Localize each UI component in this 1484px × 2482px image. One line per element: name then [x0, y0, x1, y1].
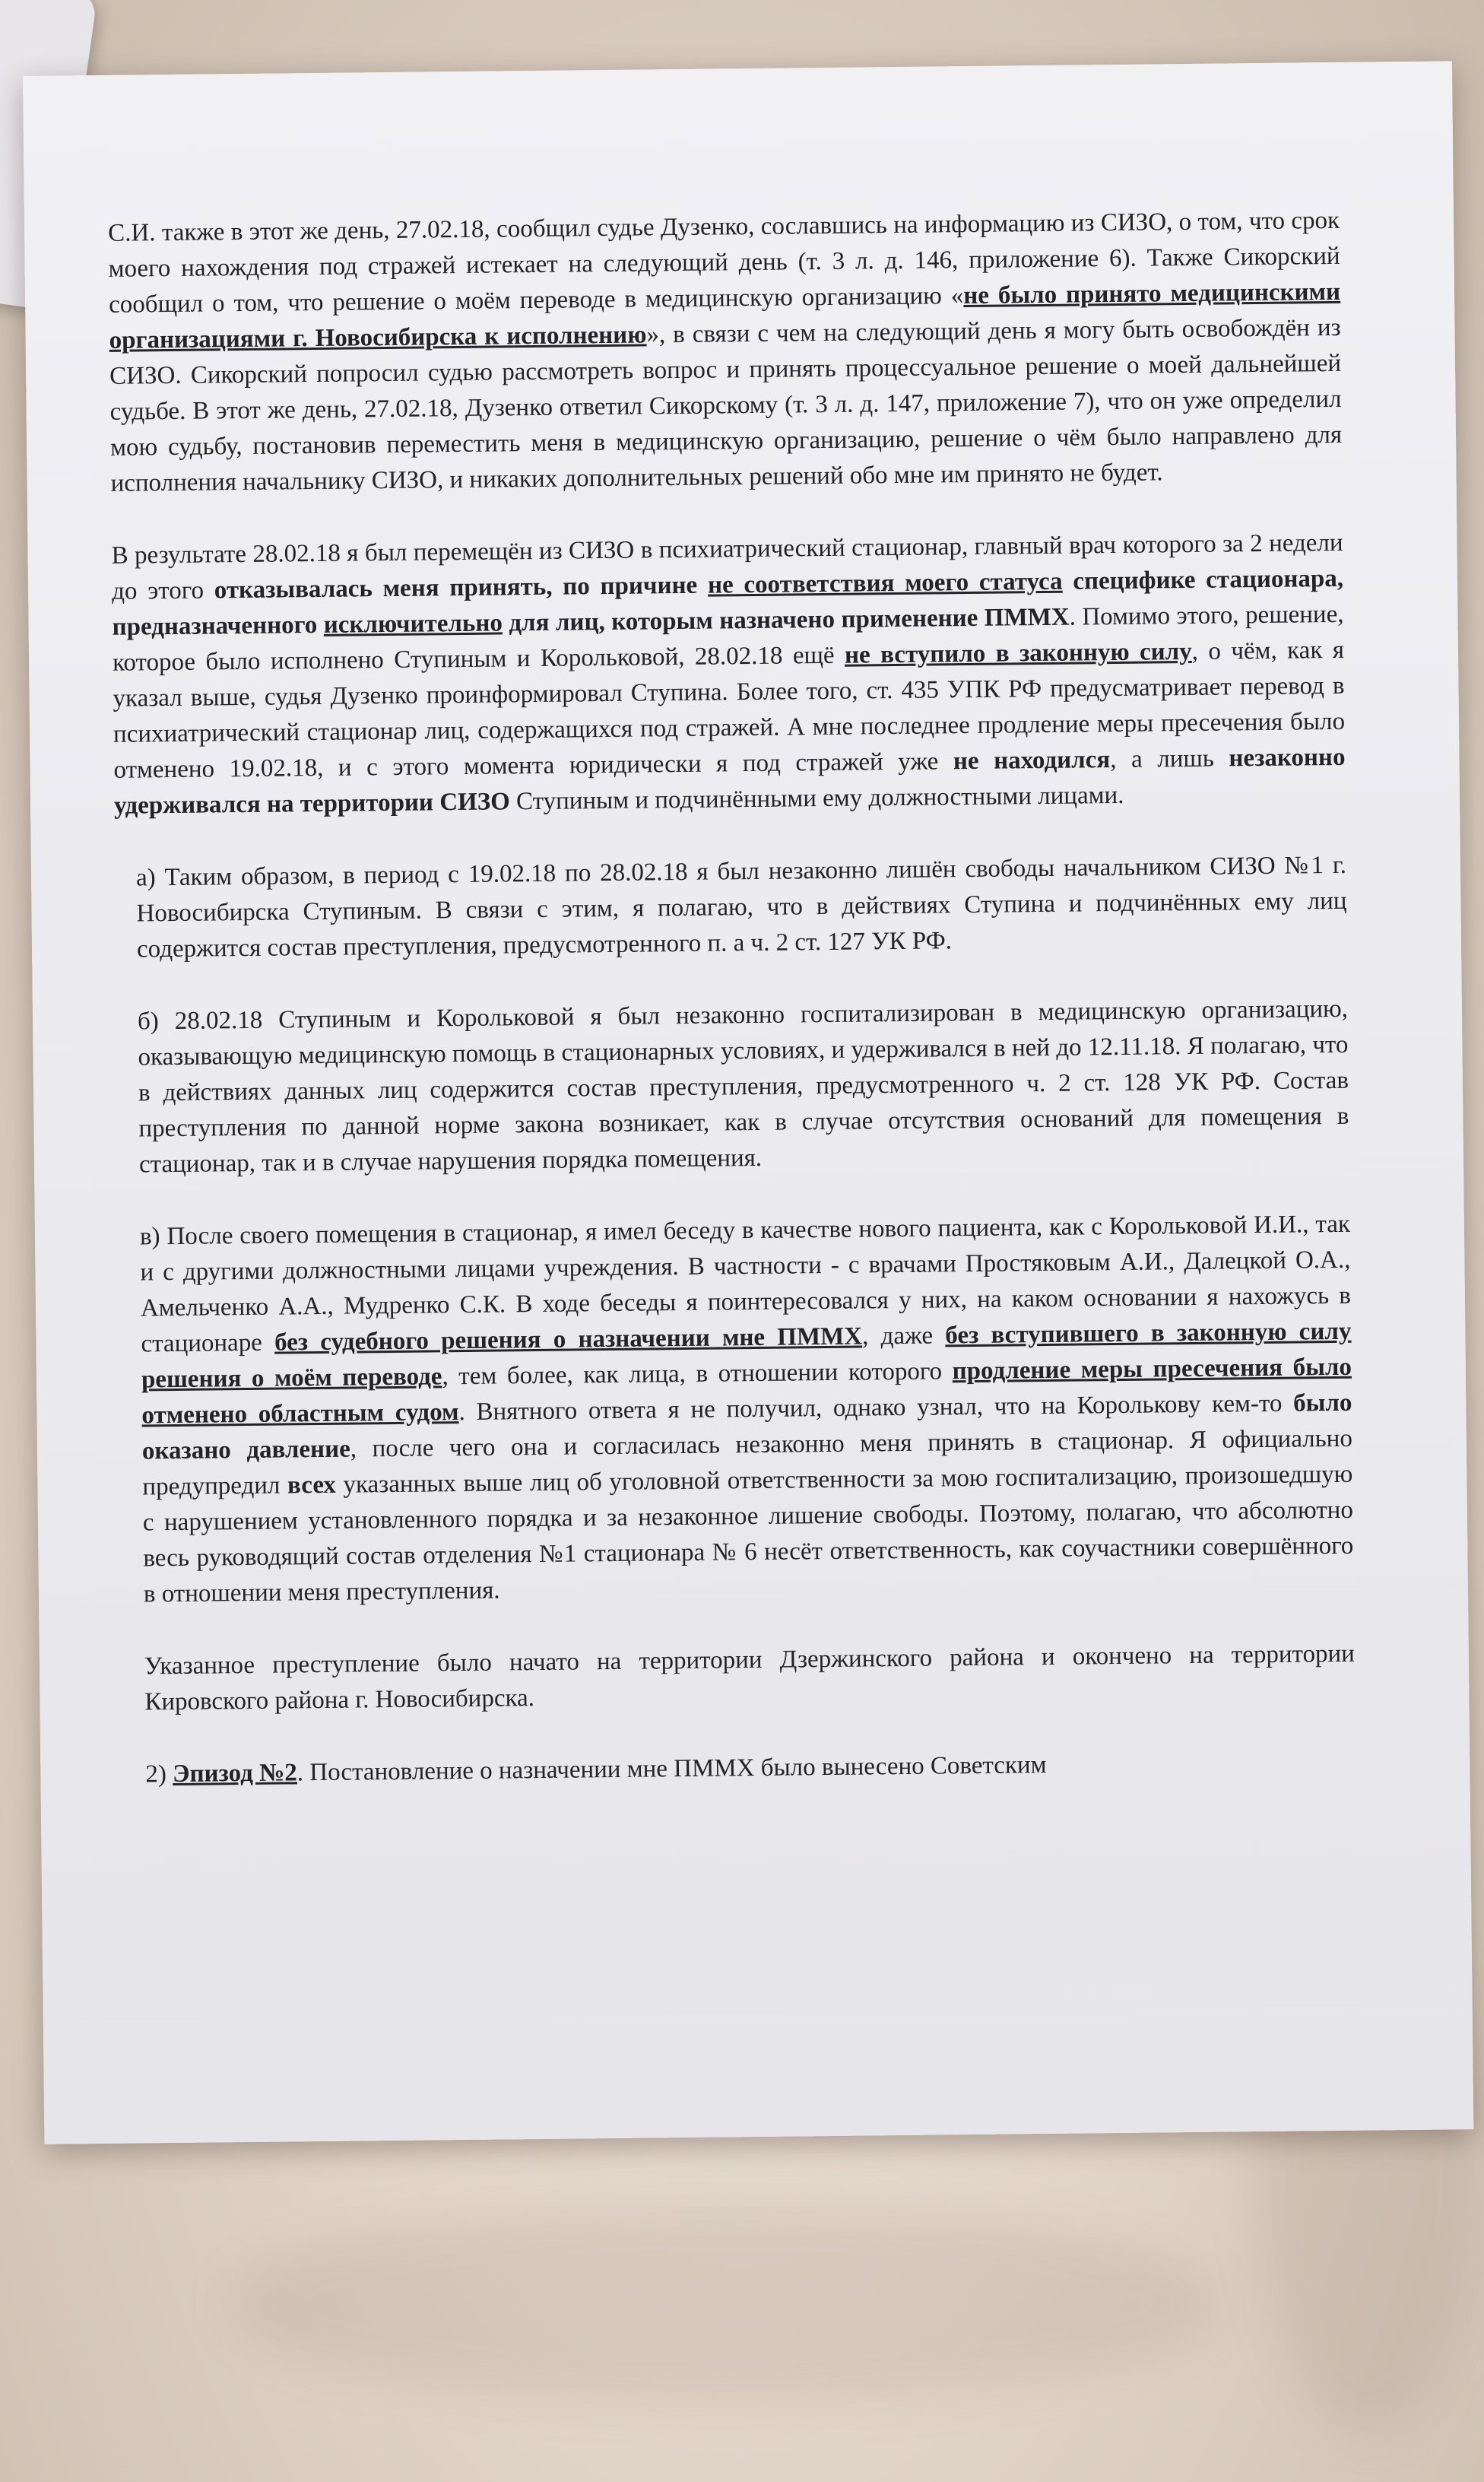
text-run: не соответствия моего статуса: [707, 567, 1063, 599]
text-run: В результате 28.02.18 я был перемещён из СИЗО в психиатрический стационар, главный врач которого за 2 недели до этого: [111, 528, 1343, 605]
text-run: не было принято медицинскими организациями г. Новосибирска к исполнению: [109, 278, 1341, 354]
text-run: . Внятного ответа я не получил, однако узнал, что на Королькову кем-то: [458, 1389, 1294, 1427]
document-body: [108, 203, 1356, 1830]
text-run: не находился: [953, 746, 1111, 776]
text-run: С.И. также в этот же день, 27.02.18, сообщил судье Дузенко, сославшись на информацию из СИЗО, о том, что срок моего нахождения под стражей истекает на следующий день (т. 3 л. д. 146, приложение 6). Также Сикорский сообщил о том, что решение о моём переводе в медицинскую организацию «: [107, 206, 1340, 319]
text-run: , после чего она и согласилась незаконно меня принять в стационар. Я официально предупредил: [142, 1424, 1353, 1501]
text-run: незаконно удерживался на территории СИЗО: [113, 743, 1346, 820]
text-run: , тем более, как лица, в отношении которого: [442, 1357, 953, 1391]
text-run: . Помимо этого, решение, которое было исполнено Ступиным и Корольковой, 28.02.18 ещё: [112, 600, 1344, 677]
text-run: в) После своего помещения в стационар, я имел беседу в качестве нового пациента, как с Корольковой И.И., так и с другими должностными лицами учреждения. В частности - с врачами Простяковым А.И., Далецкой О.А., Амельченко А.А., Мудренко С.К. В ходе беседы я поинтересовался у них, на каком основании я нахожусь в стационаре: [139, 1210, 1352, 1358]
text-run: Указанное преступление было начато на территории Дзержинского района и окончено на территории Кировского района г. Новосибирска.: [144, 1639, 1356, 1716]
text-run: специфике стационара, предназначенного: [112, 564, 1344, 641]
text-run: а) Таким образом, в период с 19.02.18 по 28.02.18 я был незаконно лишён свободы начальником СИЗО №1 г. Новосибирска Ступиным. В связи с этим, я полагаю, что в действиях Ступина и подчинённых ему лиц содержится состав преступления, предусмотренного п. а ч. 2 ст. 127 УК РФ.: [135, 851, 1347, 963]
text-run: », в связи с чем на следующий день я могу быть освобождён из СИЗО. Сикорский попросил судью рассмотреть вопрос и принять процессуальное решение о моей дальнейшей судьбе. В этот же день, 27.02.18, Дузенко ответил Сикорскому (т. 3 л. д. 147, приложение 7), что он уже определил мою судьбу, постановив переместить меня в медицинскую организацию, решение о чём было направлено для исполнения начальнику СИЗО, и никаких дополнительных решений обо мне им принято не будет.: [109, 313, 1343, 497]
text-run: б) 28.02.18 Ступиным и Корольковой я был незаконно госпитализирован в медицинскую организацию, оказывающую медицинскую помощь в стационарных условиях, и удерживался в ней до 12.11.18. Я полагаю, что в действиях данных лиц содержится состав преступления, предусмотренного ч. 2 ст. 128 УК РФ. Состав преступления по данной норме закона возникает, как в случае отсутствия оснований для помещения в стационар, так и в случае нарушения порядка помещения.: [137, 995, 1349, 1179]
paragraph-p6: [123, 1636, 1356, 1721]
document-sheet: [23, 61, 1473, 2144]
text-run: 2): [145, 1760, 173, 1788]
text-run: . Постановление о назначении мне ПММХ было вынесено Советским: [296, 1751, 1047, 1787]
text-run: указанных выше лиц об уголовной ответственности за мою госпитализацию, произошедшую с нарушением установленного порядка и за незаконное лишение свободы. Поэтому, полагаю, что абсолютно весь руководящий состав отделения №1 стационара № 6 несёт ответственность, как соучастники совершённого в отношении меня преступления.: [142, 1460, 1354, 1608]
text-run: , о чём, как я указал выше, судья Дузенко проинформировал Ступина. Более того, ст. 435 УПК РФ предусматривает перевод в психиатрический стационар лиц, содержащихся под стражей. А мне последнее продление меры пресечения было отменено 19.02.18, и с этого момента юридически я под стражей уже: [113, 636, 1346, 784]
paragraph-p1: [108, 203, 1343, 502]
text-run: без судебного решения о назначении мне ПММХ: [274, 1322, 863, 1357]
fabric-fold-shadow: [228, 2205, 1216, 2403]
text-run: Ступиным и подчинёнными ему должностными лицами.: [509, 781, 1124, 816]
text-run: продление меры пресечения было отменено областным судом: [141, 1353, 1352, 1430]
text-run: , а лишь: [1110, 744, 1229, 774]
paragraph-p3: [115, 848, 1347, 968]
text-run: всех: [287, 1471, 337, 1500]
paragraph-p2: [111, 525, 1346, 824]
text-run: , даже: [861, 1322, 946, 1350]
text-run: исключительно: [323, 609, 503, 639]
text-run: было оказано давление: [141, 1389, 1352, 1465]
text-run: для лиц, которым назначено применение ПММХ: [502, 603, 1070, 637]
text-run: отказывалась меня принять, по причине: [214, 571, 709, 605]
paragraph-p5: [119, 1207, 1354, 1613]
paragraph-p7: [124, 1744, 1356, 1793]
text-run: не вступило в законную силу: [844, 637, 1192, 669]
text-run: [1062, 568, 1073, 595]
text-run: Эпизод №2: [172, 1759, 297, 1788]
text-run: без вступившего в законную силу решения о моём переводе: [141, 1317, 1352, 1394]
paragraph-p4: [116, 992, 1349, 1183]
